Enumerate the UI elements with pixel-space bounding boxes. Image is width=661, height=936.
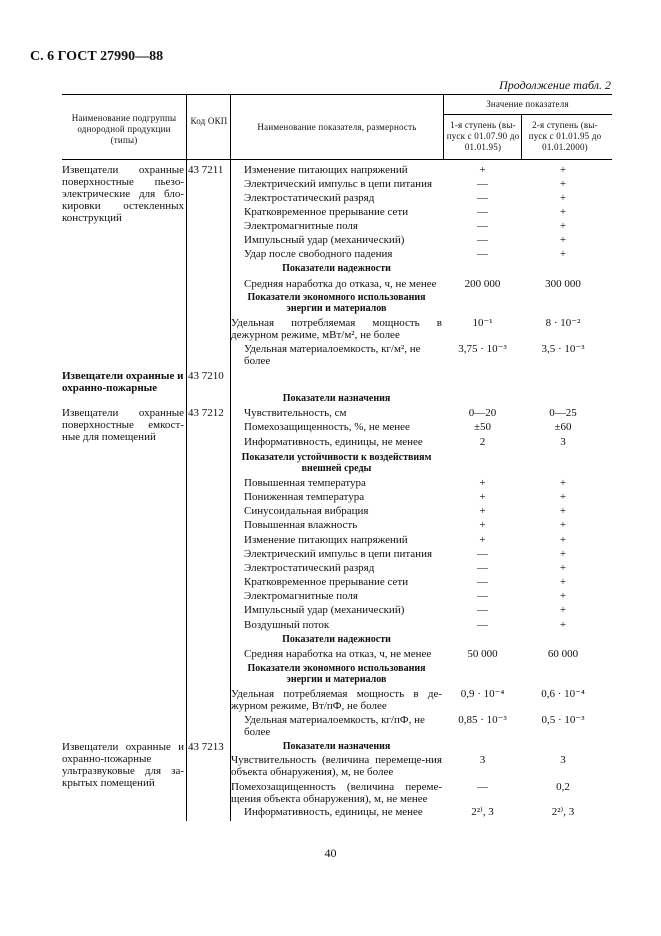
code-43-7210: 43 7210	[188, 370, 224, 382]
indicator-label: Электромагнитные поля	[244, 590, 358, 602]
indicator-label: Повышенная температура	[244, 477, 366, 489]
th-stage2: 2-я ступень (вы-пуск с 01.01.95 до 01.01.2000)	[528, 120, 602, 152]
value-stage1: 2	[479, 436, 486, 448]
value-stage2: +	[559, 206, 567, 218]
code-43-7213: 43 7213	[188, 741, 224, 753]
table-top-rule	[62, 94, 612, 95]
value-stage2: +	[559, 619, 567, 631]
indicator-label: Пониженная температура	[244, 491, 365, 503]
value-stage1: —	[477, 590, 488, 602]
indicator-label: Чувствительность (величина перемеще-ния объекта обнаружения), м, не более	[231, 754, 442, 778]
section-heading: Показатели назначения	[282, 393, 391, 404]
indicator-label: Информативность, единицы, не менее	[244, 436, 423, 448]
table-continuation-label: Продолжение табл. 2	[499, 78, 611, 92]
value-stage2: +	[559, 548, 567, 560]
indicator-label: Электрический импульс в цепи питания	[244, 548, 433, 560]
value-stage2: +	[559, 519, 567, 531]
value-stage2: +	[559, 576, 567, 588]
indicator-label: Чувствительность, см	[244, 407, 347, 419]
value-stage2: 3,5 · 10⁻³	[541, 343, 585, 355]
value-stage1: 3,75 · 10⁻³	[458, 343, 507, 355]
value-stage2: 3	[560, 754, 566, 766]
value-stage1: —	[477, 192, 488, 204]
value-stage1: —	[477, 206, 488, 218]
subgroup-security-fire: Извещатели охранные и охранно-пожарные	[62, 370, 184, 394]
indicator-label: Электромагнитные поля	[244, 220, 358, 232]
indicator-label: Помехозащищенность (величина переме-щения объекта обнаружения), м, не менее	[231, 781, 442, 805]
value-stage1: 10⁻¹	[472, 317, 493, 329]
indicator-label: Изменение питающих напряжений	[244, 164, 408, 176]
indicator-label: Электрический импульс в цепи питания	[244, 178, 433, 190]
value-stage1: —	[477, 220, 488, 232]
value-stage1: —	[477, 576, 488, 588]
value-stage1: 200 000	[464, 278, 501, 290]
th-value: Значение показателя	[486, 99, 569, 109]
th-subgroup: Наименование подгруппы однородной продукции (типы)	[71, 113, 177, 145]
value-stage2: 8 · 10⁻²	[545, 317, 581, 329]
value-stage2: 3	[560, 436, 566, 448]
value-stage2: +	[559, 192, 567, 204]
code-43-7211: 43 7211	[188, 164, 224, 176]
indicator-label: Информативность, единицы, не менее	[244, 806, 423, 818]
indicator-label: Повышенная влажность	[244, 519, 358, 531]
value-stage1: 0—20	[468, 407, 497, 419]
value-stage2: 0—25	[549, 407, 577, 419]
th-indicator: Наименование показателя, размерность	[257, 122, 417, 132]
value-stage1: —	[477, 234, 488, 246]
col-divider-4	[521, 114, 522, 159]
section-heading: Показатели устойчивости к воздействиям внешней среды	[241, 452, 432, 474]
value-stage1: +	[479, 477, 486, 489]
value-stage2: ±60	[554, 421, 572, 433]
page-header: С. 6 ГОСТ 27990—88	[30, 49, 164, 64]
indicator-label: Кратковременное прерывание сети	[244, 206, 409, 218]
value-stage2: 300 000	[545, 278, 581, 290]
indicator-label: Удельная потребляемая мощность в дежурном режиме, мВт/м², не более	[231, 317, 442, 341]
value-stage2: +	[559, 491, 567, 503]
value-stage1: 0,85 · 10⁻³	[458, 714, 507, 726]
value-stage2: 0,2	[556, 781, 570, 793]
value-stage1: 0,9 · 10⁻⁴	[460, 688, 505, 700]
col-divider-3	[443, 94, 444, 159]
indicator-label: Удельная материалоемкость, кг/м², не более	[244, 343, 421, 367]
value-stage1: +	[479, 505, 486, 517]
value-stage1: 2²⁾, 3	[471, 806, 494, 818]
value-stage1: —	[477, 781, 488, 793]
indicator-label: Электростатический разряд	[244, 562, 375, 574]
value-stage2: +	[559, 534, 567, 546]
value-stage2: +	[559, 234, 567, 246]
indicator-label: Средняя наработка на отказ, ч, не менее	[244, 648, 432, 660]
indicator-label: Кратковременное прерывание сети	[244, 576, 409, 588]
value-stage2: +	[559, 505, 567, 517]
value-stage2: 2²⁾, 3	[551, 806, 575, 818]
indicator-label: Удельная материалоемкость, кг/пФ, не более	[244, 714, 425, 738]
section-heading: Показатели надежности	[282, 634, 391, 645]
value-stage2: +	[559, 220, 567, 232]
value-stage1: —	[477, 248, 488, 260]
indicator-label: Воздушный поток	[244, 619, 330, 631]
value-stage2: +	[559, 590, 567, 602]
value-stage1: —	[477, 562, 488, 574]
indicator-label: Электростатический разряд	[244, 192, 375, 204]
value-stage1: +	[479, 491, 486, 503]
value-stage1: —	[477, 178, 488, 190]
indicator-label: Синусоидальная вибрация	[244, 505, 369, 517]
value-stage2: 60 000	[547, 648, 579, 660]
table-header-rule	[62, 159, 612, 160]
indicator-label: Удар после свободного падения	[244, 248, 393, 260]
value-header-rule	[443, 114, 612, 115]
section-heading: Показатели экономного использования энергии и материалов	[247, 663, 426, 685]
col-divider-1	[186, 94, 187, 821]
th-code: Код ОКП	[190, 116, 228, 126]
page-number: 40	[324, 846, 337, 860]
code-43-7212: 43 7212	[188, 407, 224, 419]
indicator-label: Средняя наработка до отказа, ч, не менее	[244, 278, 437, 290]
subgroup-ultrasonic: Извещатели охранные и охранно-пожарные ультразвуковые для за-крытых помещений	[62, 741, 184, 789]
value-stage1: ±50	[473, 421, 492, 433]
indicator-label: Изменение питающих напряжений	[244, 534, 408, 546]
value-stage1: +	[479, 164, 486, 176]
value-stage1: 50 000	[467, 648, 498, 660]
section-heading: Показатели назначения	[282, 741, 391, 752]
section-heading: Показатели экономного использования энергии и материалов	[247, 292, 426, 314]
value-stage1: —	[477, 619, 488, 631]
indicator-label: Удельная потребляемая мощность в де-журном режиме, Вт/пФ, не более	[231, 688, 442, 712]
value-stage2: +	[559, 178, 567, 190]
value-stage2: +	[559, 164, 567, 176]
value-stage2: +	[559, 604, 567, 616]
value-stage1: +	[479, 534, 486, 546]
value-stage2: +	[559, 562, 567, 574]
indicator-label: Импульсный удар (механический)	[244, 604, 405, 616]
value-stage2: 0,5 · 10⁻³	[541, 714, 585, 726]
subgroup-piezo: Извещатели охранные поверхностные пьезо-электрические для бло-кировки остекленных конструкций	[62, 164, 184, 224]
indicator-label: Помехозащищенность, %, не менее	[244, 421, 410, 433]
value-stage1: —	[477, 548, 488, 560]
value-stage2: +	[559, 477, 567, 489]
value-stage1: —	[477, 604, 488, 616]
value-stage1: +	[479, 519, 486, 531]
value-stage1: 3	[479, 754, 486, 766]
indicator-label: Импульсный удар (механический)	[244, 234, 405, 246]
value-stage2: +	[559, 248, 567, 260]
section-heading: Показатели надежности	[282, 263, 391, 274]
th-stage1: 1-я ступень (вы-пуск с 01.07.90 до 01.01.95)	[446, 120, 520, 152]
value-stage2: 0,6 · 10⁻⁴	[541, 688, 585, 700]
subgroup-capacitive: Извещатели охранные поверхностные емкост-ные для помещений	[62, 407, 184, 443]
